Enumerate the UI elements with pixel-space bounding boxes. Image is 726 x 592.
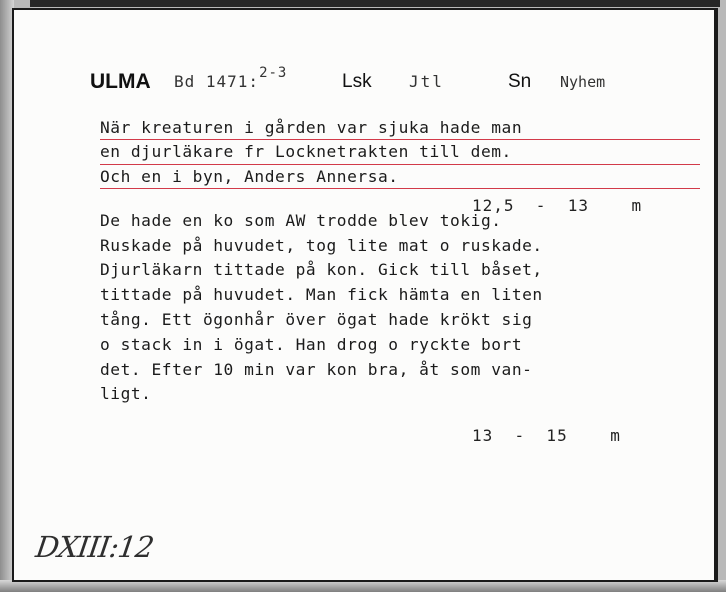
text-line: Djurläkarn tittade på kon. Gick till båset,: [100, 260, 543, 280]
text-line: en djurläkare fr Locknetrakten till dem.: [100, 140, 700, 164]
text-line: tittade på huvudet. Man fick hämta en liten: [100, 285, 543, 305]
card-text: [100, 116, 700, 407]
text-line: ligt.: [100, 384, 152, 404]
recording-time-2: 13 - 15 m: [472, 426, 621, 445]
province-value: Jtl: [409, 72, 444, 91]
text-line: När kreaturen i gården var sjuka hade man: [100, 116, 700, 140]
province-label: Lsk: [342, 71, 372, 92]
parish-label: Sn: [508, 71, 532, 92]
volume-reference: [174, 62, 287, 102]
text-line: Ruskade på huvudet, tog lite mat o ruskade.: [100, 235, 543, 255]
text-line: De hade en ko som AW trodde blev tokig.: [100, 210, 502, 230]
signature-text: DXIII:12: [33, 530, 156, 564]
recording-time-1: 12,5 - 13 m: [472, 196, 643, 215]
archive-name: ULMA: [90, 70, 151, 93]
volume-pages: 2-3: [259, 65, 288, 81]
text-line: det. Efter 10 min var kon bra, åt som van-: [100, 359, 533, 379]
handwritten-signature: [33, 530, 166, 574]
text-line: o stack in i ögat. Han drog o ryckte bort: [100, 334, 523, 354]
volume-prefix: Bd 1471:: [174, 72, 260, 91]
card-top-edge: [30, 0, 720, 7]
text-line: Och en i byn, Anders Annersa.: [100, 165, 700, 189]
parish-value: Nyhem: [560, 73, 606, 91]
text-line: tång. Ett ögonhår över ögat hade krökt sig: [100, 310, 533, 330]
